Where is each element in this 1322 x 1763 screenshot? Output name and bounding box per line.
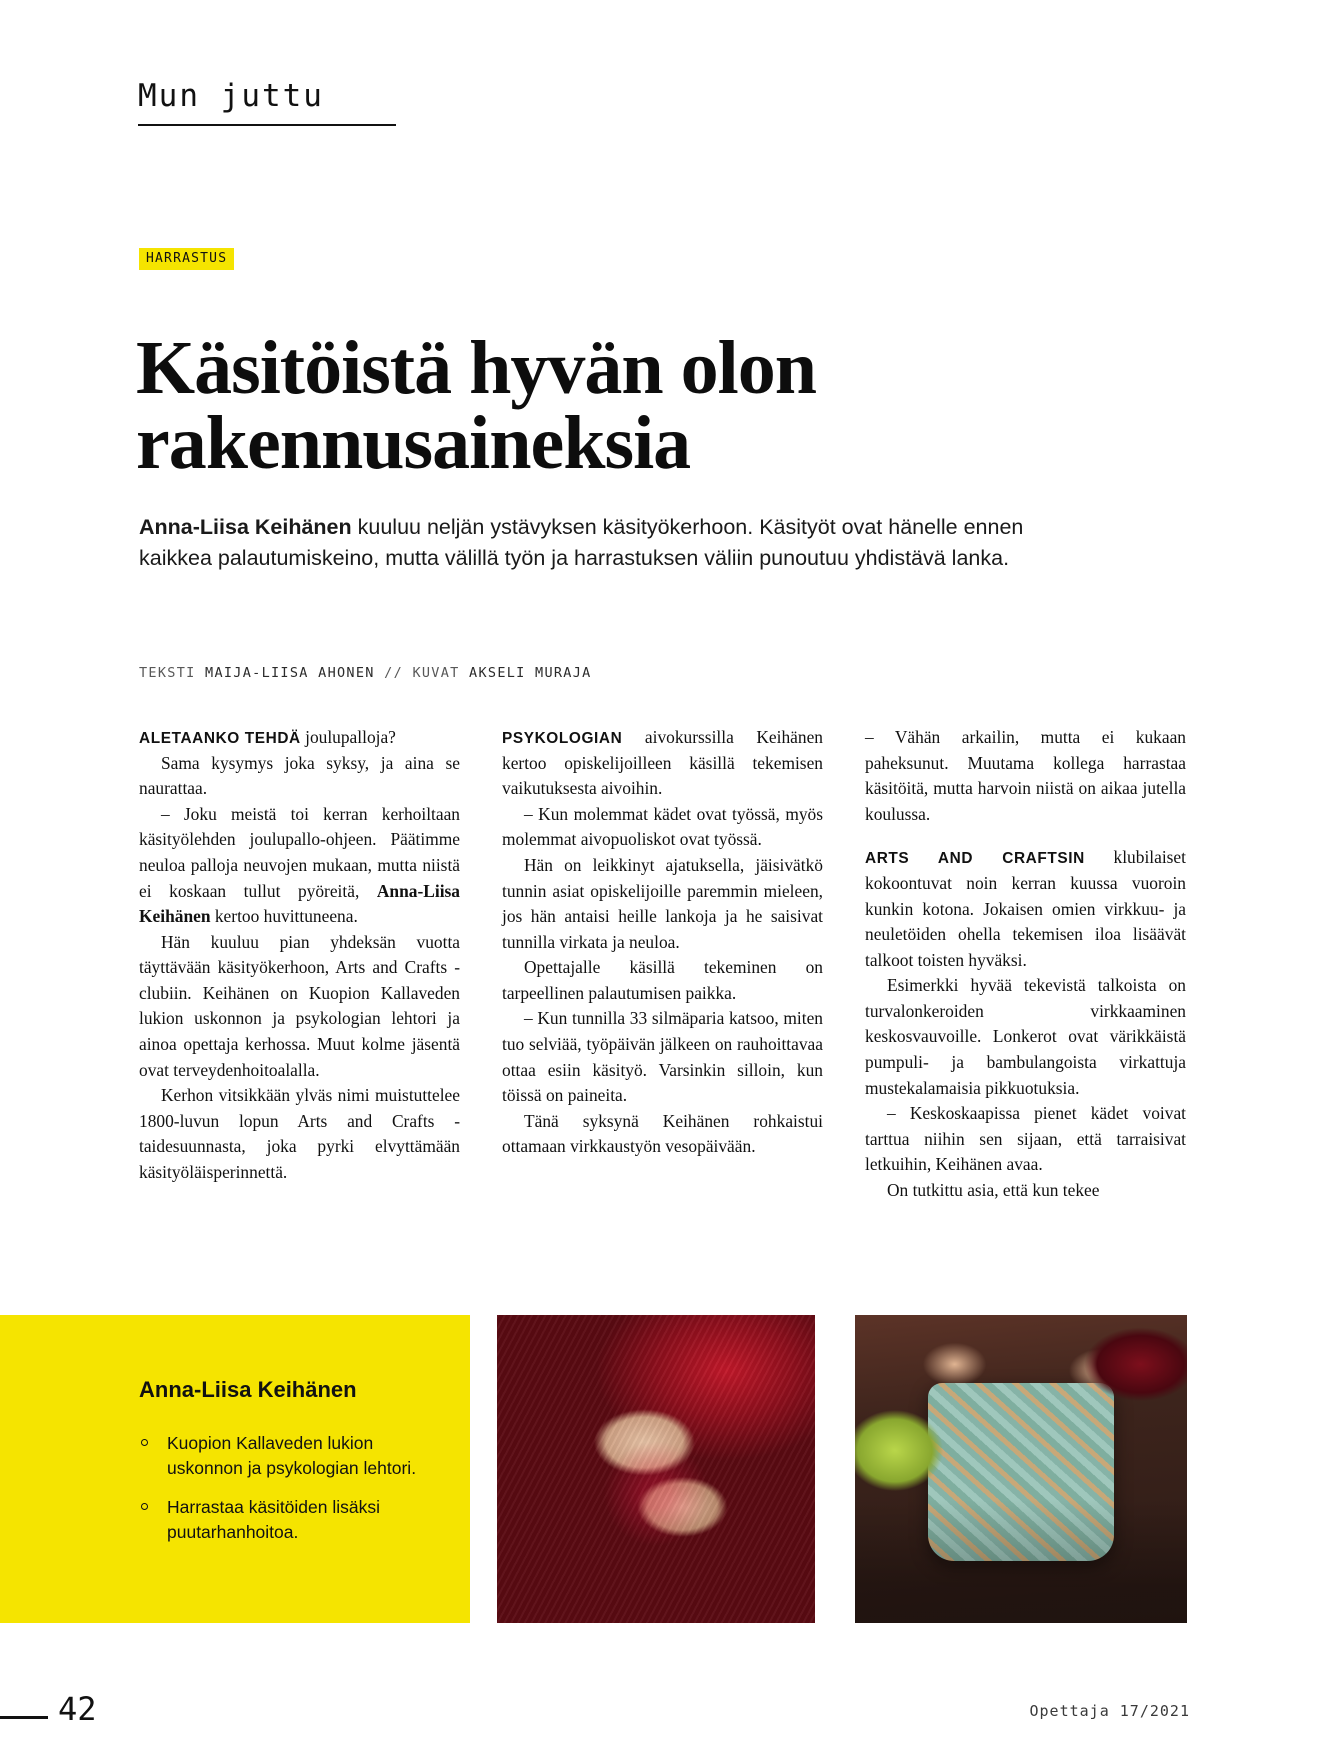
- photo-fabric-bag-image: [855, 1315, 1187, 1623]
- paragraph-text: klubilaiset kokoontuvat noin kerran kuussa vuoroin kunkin kotona. Jokaisen omien virkkuu- ja neuletöiden ohella tekemisen iloa lisäävät talkoot toisten hyväksi.: [865, 847, 1186, 970]
- paragraph-text: aivokurssilla Keihänen kertoo opiskelijoilleen käsillä tekemisen vaikutuksesta aivoihin.: [502, 727, 823, 799]
- paragraph-text: joulupalloja?: [300, 727, 396, 747]
- headline-line-1: Käsitöistä hyvän olon: [136, 325, 817, 410]
- category-tag: HARRASTUS: [139, 248, 234, 270]
- photo-knitting-hands: [497, 1315, 815, 1623]
- body-column-2: [502, 725, 823, 1203]
- byline: [139, 665, 592, 681]
- paragraph: Opettajalle käsillä tekeminen on tarpeellinen palautumisen paikka.: [502, 957, 823, 1003]
- byline-photo-label: KUVAT: [412, 665, 460, 681]
- lead-caps: ARTS AND CRAFTSIN: [865, 850, 1085, 868]
- section-title: Mun juttu: [138, 78, 324, 114]
- paragraph: Hän kuuluu pian yhdeksän vuotta täyttävään käsityökerhoon, Arts and Crafts -clubiin. Keihänen on Kuopion Kallaveden lukion uskonnon ja psykologian lehtori ja ainoa opettaja kerhossa. Muut kolme jäsentä ovat terveydenhoitoalalla.: [139, 931, 460, 1080]
- paragraph-text: – Joku meistä toi kerran kerhoiltaan käsityölehden joulupallo-ohjeen. Päätimme neuloa palloja neuvojen mukaan, mutta niistä ei koskaan tullut pyöreitä,: [139, 803, 460, 901]
- body-column-1: [139, 725, 460, 1203]
- byline-text-label: TEKSTI: [139, 665, 196, 681]
- paragraph: – Kun tunnilla 33 silmäparia katsoo, miten tuo selviää, työpäivän jälkeen on rauhoittavaa ottaa esiin käsityö. Varsinkin silloin, kun töissä on paineita.: [502, 1008, 823, 1106]
- paragraph: Hän on leikkinyt ajatuksella, jäisivätkö tunnin asiat opiskelijoille paremmin mieleen, jos hän antaisi heille lankoja ja he saisivat tunnilla virkata ja neuloa.: [502, 854, 823, 952]
- byline-photographer: AKSELI MURAJA: [469, 665, 592, 681]
- paragraph: Kerhon vitsikkään ylväs nimi muistuttelee 1800-luvun lopun Arts and Crafts -taidesuunnasta, joka pyrki elvyttämään käsityöläisperinnettä.: [139, 1085, 460, 1182]
- standfirst: [139, 512, 1069, 573]
- paragraph: [139, 802, 460, 930]
- fact-box-list: [139, 1431, 429, 1558]
- byline-writer: MAIJA-LIISA AHONEN: [205, 665, 375, 681]
- paragraph: – Vähän arkailin, mutta ei kukaan paheksunut. Muutama kollega harrastaa käsitöitä, mutta harvoin niistä on aikaa jutella koulussa.: [865, 727, 1186, 824]
- paragraph: On tutkittu asia, että kun tekee: [887, 1179, 1100, 1200]
- paragraph: Sama kysymys joka syksy, ja aina se naurattaa.: [139, 752, 460, 799]
- byline-separator: //: [384, 665, 404, 681]
- folio-rule: [0, 1716, 48, 1719]
- photo-fabric-bag: [855, 1315, 1187, 1623]
- lead-caps: PSYKOLOGIAN: [502, 730, 623, 747]
- paragraph-text: kertoo huvittuneena.: [210, 906, 358, 927]
- page-title: [136, 325, 1076, 486]
- paragraph: [865, 845, 1186, 973]
- paragraph: Esimerkki hyvää tekevistä talkoista on turvalonkeroiden virkkaaminen keskosvauvoille. Lonkerot ovat värikkäistä pumpuli- ja bambulangoista virkattuja mustekalamaisia pikkuotuksia.: [865, 975, 1186, 1098]
- headline-line-2: rakennusaineksia: [136, 401, 691, 486]
- person-name: Anna-Liisa Keihänen: [139, 880, 460, 927]
- standfirst-lead: Anna-Liisa Keihänen: [139, 515, 352, 539]
- section-divider: [138, 124, 396, 126]
- section-header: [138, 78, 438, 126]
- paragraph: [502, 725, 823, 802]
- paragraph: – Kun molemmat kädet ovat työssä, myös molemmat aivopuoliskot ovat työssä.: [502, 803, 823, 850]
- lead-caps: ALETAANKO TEHDÄ: [139, 730, 301, 747]
- fact-box: [0, 1315, 470, 1623]
- issue-label: Opettaja 17/2021: [1029, 1702, 1190, 1720]
- paragraph: [139, 725, 460, 751]
- paragraph: – Keskoskaapissa pienet kädet voivat tarttua niihin sen sijaan, että tarraisivat letkuihin, Keihänen avaa.: [865, 1103, 1186, 1175]
- article-body: [139, 725, 1187, 1203]
- page-number: 42: [58, 1690, 97, 1728]
- list-item: Kuopion Kallaveden lukion uskonnon ja psykologian lehtori.: [139, 1431, 429, 1481]
- paragraph: Tänä syksynä Keihänen rohkaistui ottamaan virkkaustyön vesopäivään.: [502, 1110, 823, 1157]
- standfirst-rest: kuuluu neljän ystävyksen käsityökerhoon. Käsityöt ovat hänelle ennen kaikkea palautumiskeino, mutta välillä työn ja harrastuksen väliin punoutuu yhdistävä lanka.: [139, 515, 1024, 570]
- list-item: Harrastaa käsitöiden lisäksi puutarhanhoitoa.: [139, 1495, 429, 1545]
- body-column-3: [865, 725, 1186, 1203]
- fact-box-title: Anna-Liisa Keihänen: [139, 1377, 357, 1402]
- photo-knitting-hands-image: [497, 1315, 815, 1623]
